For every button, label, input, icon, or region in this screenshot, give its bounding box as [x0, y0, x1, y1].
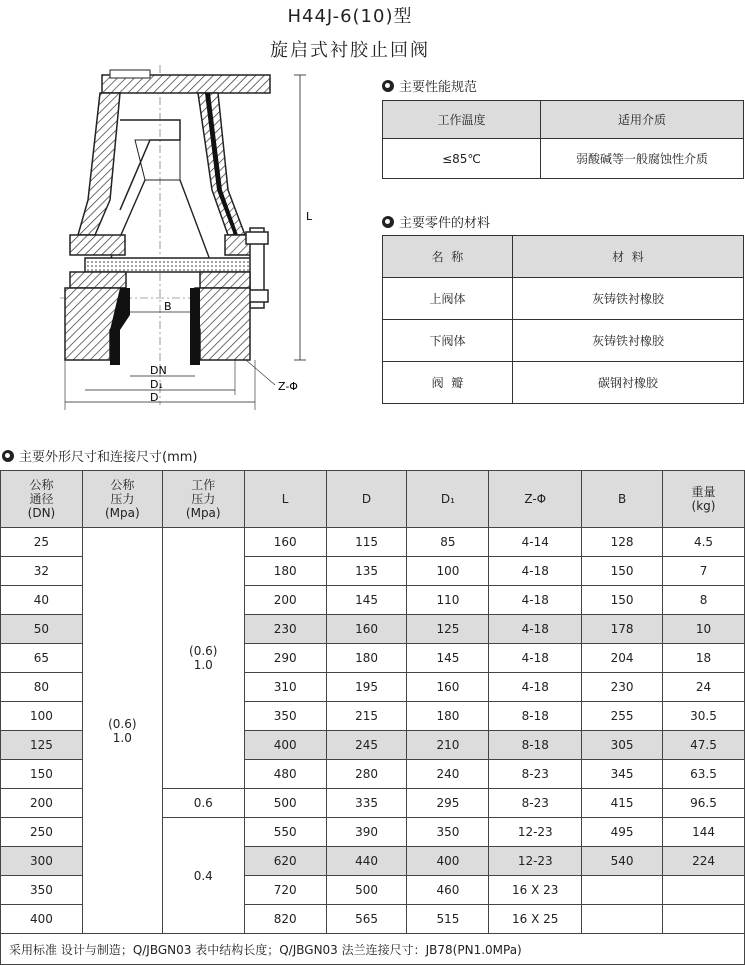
cell-d: 115 — [326, 528, 407, 557]
drawing-label-l: L — [306, 210, 313, 223]
drawing-label-d: D — [150, 391, 159, 404]
performance-col-temp: 工作温度 — [383, 101, 541, 139]
cell-d1: 350 — [407, 818, 489, 847]
cell-l: 480 — [244, 760, 326, 789]
cell-working-pressure: 0.4 — [162, 818, 244, 934]
cell-d1: 295 — [407, 789, 489, 818]
cell-dn: 25 — [1, 528, 83, 557]
standards-footer: 采用标准 设计与制造；Q/JBGN03 表中结构长度；Q/JBGN03 法兰连接尺寸：JB78(PN1.0MPa) — [1, 934, 745, 965]
materials-col-material: 材 料 — [513, 236, 744, 278]
cell-b: 305 — [582, 731, 663, 760]
bullet-icon — [382, 216, 394, 228]
cell-z: 16 X 25 — [489, 905, 582, 934]
cell-b: 345 — [582, 760, 663, 789]
performance-heading-text: 主要性能规范 — [399, 80, 478, 95]
page-title: H44J-6(10)型 — [287, 6, 413, 27]
cell-l: 550 — [244, 818, 326, 847]
cell-dn: 32 — [1, 557, 83, 586]
cell-b — [582, 876, 663, 905]
drawing-label-b: B — [164, 300, 172, 313]
cell-dn: 250 — [1, 818, 83, 847]
cell-z: 4-18 — [489, 673, 582, 702]
cell-dn: 300 — [1, 847, 83, 876]
performance-table — [382, 100, 744, 179]
cell-l: 160 — [244, 528, 326, 557]
cell-l: 350 — [244, 702, 326, 731]
cell-z: 12-23 — [489, 818, 582, 847]
cell-d: 440 — [326, 847, 407, 876]
dimensions-table — [0, 470, 745, 965]
cell-dn: 50 — [1, 615, 83, 644]
cell-l: 200 — [244, 586, 326, 615]
cell-z: 8-23 — [489, 789, 582, 818]
cell-z: 4-18 — [489, 644, 582, 673]
cell-b: 230 — [582, 673, 663, 702]
table-row — [1, 528, 745, 557]
col-header-d: D — [326, 471, 407, 528]
cell-b: 415 — [582, 789, 663, 818]
materials-table — [382, 235, 744, 404]
cell-b: 204 — [582, 644, 663, 673]
col-header-wp: 工作 压力 (Mpa) — [162, 471, 244, 528]
cell-weight: 47.5 — [663, 731, 745, 760]
cell-d: 135 — [326, 557, 407, 586]
cell-weight: 144 — [663, 818, 745, 847]
materials-col-name: 名 称 — [383, 236, 513, 278]
drawing-label-dn: DN — [150, 364, 167, 377]
bullet-icon — [382, 80, 394, 92]
cell-d: 280 — [326, 760, 407, 789]
cell-b: 150 — [582, 586, 663, 615]
cell-dn: 350 — [1, 876, 83, 905]
cell-dn: 400 — [1, 905, 83, 934]
cell-dn: 80 — [1, 673, 83, 702]
cell-d1: 125 — [407, 615, 489, 644]
col-header-l: L — [244, 471, 326, 528]
dimensions-heading — [2, 446, 197, 465]
cell-b: 540 — [582, 847, 663, 876]
cell-l: 180 — [244, 557, 326, 586]
cell-l: 230 — [244, 615, 326, 644]
col-header-pn: 公称 压力 (Mpa) — [82, 471, 162, 528]
dimensions-heading-text: 主要外形尺寸和连接尺寸(mm) — [19, 450, 198, 465]
materials-row-material: 灰铸铁衬橡胶 — [513, 320, 744, 362]
cell-weight: 7 — [663, 557, 745, 586]
materials-heading — [382, 212, 490, 231]
cell-weight: 4.5 — [663, 528, 745, 557]
cell-d1: 160 — [407, 673, 489, 702]
page-subtitle: 旋启式衬胶止回阀 — [270, 40, 430, 61]
drawing-label-d1: D₁ — [150, 378, 163, 391]
materials-row-name: 下阀体 — [383, 320, 513, 362]
cell-d: 390 — [326, 818, 407, 847]
cell-b: 255 — [582, 702, 663, 731]
cell-d: 500 — [326, 876, 407, 905]
materials-row-material: 碳钢衬橡胶 — [513, 362, 744, 404]
valve-section-drawing — [50, 60, 380, 420]
cell-z: 8-23 — [489, 760, 582, 789]
cell-l: 310 — [244, 673, 326, 702]
cell-weight: 96.5 — [663, 789, 745, 818]
performance-medium-value: 弱酸碱等一般腐蚀性介质 — [541, 139, 744, 179]
cell-d1: 145 — [407, 644, 489, 673]
cell-b — [582, 905, 663, 934]
cell-d: 145 — [326, 586, 407, 615]
cell-l: 620 — [244, 847, 326, 876]
cell-z: 12-23 — [489, 847, 582, 876]
col-header-d1: D₁ — [407, 471, 489, 528]
cell-d1: 240 — [407, 760, 489, 789]
col-header-b: B — [582, 471, 663, 528]
cell-z: 16 X 23 — [489, 876, 582, 905]
cell-d: 565 — [326, 905, 407, 934]
cell-dn: 40 — [1, 586, 83, 615]
cell-z: 4-18 — [489, 557, 582, 586]
cell-weight: 24 — [663, 673, 745, 702]
cell-working-pressure: 0.6 — [162, 789, 244, 818]
cell-weight: 30.5 — [663, 702, 745, 731]
cell-dn: 100 — [1, 702, 83, 731]
performance-temp-value: ≤85℃ — [383, 139, 541, 179]
cell-dn: 150 — [1, 760, 83, 789]
cell-weight: 63.5 — [663, 760, 745, 789]
cell-d: 335 — [326, 789, 407, 818]
cell-d1: 100 — [407, 557, 489, 586]
cell-d1: 400 — [407, 847, 489, 876]
cell-d: 180 — [326, 644, 407, 673]
cell-z: 4-14 — [489, 528, 582, 557]
materials-row-name: 阀 瓣 — [383, 362, 513, 404]
performance-heading — [382, 76, 477, 95]
col-header-dn: 公称 通径 (DN) — [1, 471, 83, 528]
cell-d: 160 — [326, 615, 407, 644]
cell-l: 500 — [244, 789, 326, 818]
cell-weight: 10 — [663, 615, 745, 644]
cell-l: 290 — [244, 644, 326, 673]
cell-l: 720 — [244, 876, 326, 905]
cell-weight: 8 — [663, 586, 745, 615]
drawing-label-zphi: Z-Φ — [278, 380, 298, 393]
materials-heading-text: 主要零件的材料 — [399, 216, 491, 231]
cell-z: 4-18 — [489, 615, 582, 644]
cell-d1: 515 — [407, 905, 489, 934]
cell-b: 150 — [582, 557, 663, 586]
cell-z: 8-18 — [489, 731, 582, 760]
cell-weight — [663, 876, 745, 905]
cell-dn: 65 — [1, 644, 83, 673]
cell-weight: 224 — [663, 847, 745, 876]
cell-d1: 180 — [407, 702, 489, 731]
cell-b: 128 — [582, 528, 663, 557]
cell-dn: 200 — [1, 789, 83, 818]
cell-nominal-pressure: (0.6) 1.0 — [82, 528, 162, 934]
cell-d1: 85 — [407, 528, 489, 557]
cell-weight: 18 — [663, 644, 745, 673]
cell-d: 195 — [326, 673, 407, 702]
materials-row-material: 灰铸铁衬橡胶 — [513, 278, 744, 320]
cell-d1: 460 — [407, 876, 489, 905]
cell-working-pressure: (0.6) 1.0 — [162, 528, 244, 789]
materials-row-name: 上阀体 — [383, 278, 513, 320]
col-header-z: Z-Φ — [489, 471, 582, 528]
cell-z: 4-18 — [489, 586, 582, 615]
cell-d1: 210 — [407, 731, 489, 760]
bullet-icon — [2, 450, 14, 462]
cell-d: 215 — [326, 702, 407, 731]
cell-weight — [663, 905, 745, 934]
col-header-weight: 重量 (kg) — [663, 471, 745, 528]
cell-l: 820 — [244, 905, 326, 934]
cell-d: 245 — [326, 731, 407, 760]
cell-z: 8-18 — [489, 702, 582, 731]
cell-d1: 110 — [407, 586, 489, 615]
cell-b: 178 — [582, 615, 663, 644]
cell-l: 400 — [244, 731, 326, 760]
cell-dn: 125 — [1, 731, 83, 760]
cell-b: 495 — [582, 818, 663, 847]
performance-col-medium: 适用介质 — [541, 101, 744, 139]
